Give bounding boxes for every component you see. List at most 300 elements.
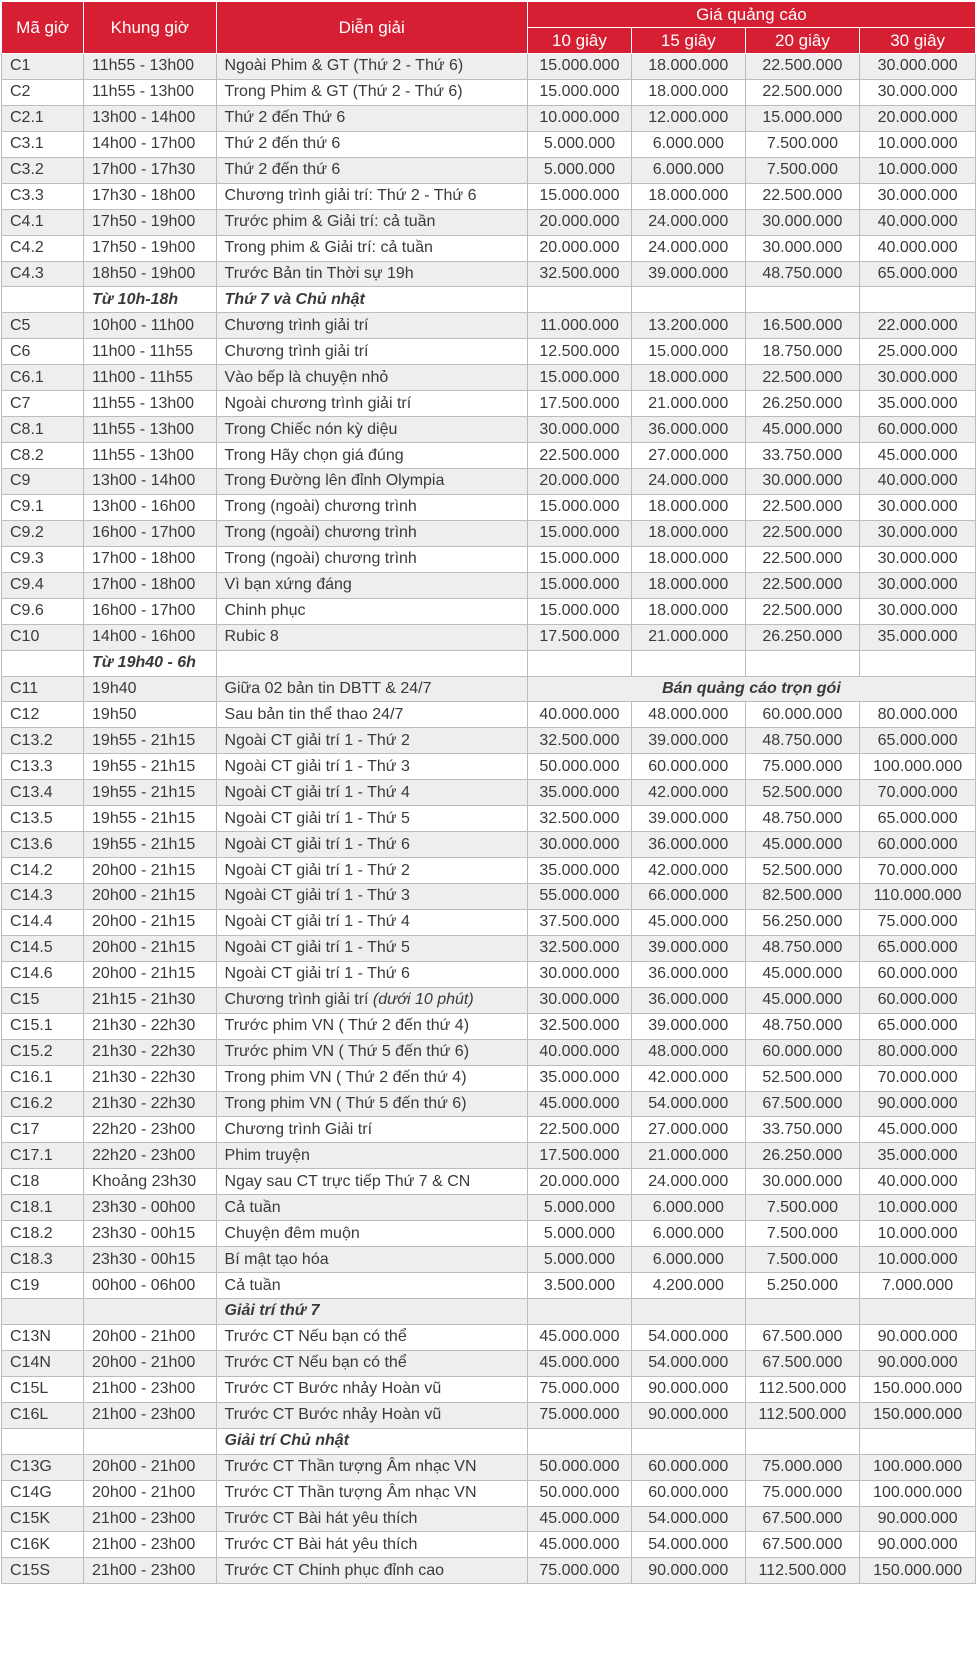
price-cell: 5.000.000 <box>527 1247 631 1273</box>
price-cell: 60.000.000 <box>860 417 976 443</box>
header-timeslot: Khung giờ <box>84 2 217 54</box>
section-time-label <box>84 1299 217 1325</box>
price-cell: 56.250.000 <box>745 909 860 935</box>
section-time-label: Từ 10h-18h <box>84 287 217 313</box>
price-cell: 30.000.000 <box>860 79 976 105</box>
price-cell: 55.000.000 <box>527 884 631 910</box>
price-cell: 35.000.000 <box>527 1065 631 1091</box>
table-row <box>2 183 976 209</box>
price-cell: 82.500.000 <box>745 884 860 910</box>
price-cell: 32.500.000 <box>527 806 631 832</box>
price-cell: 18.000.000 <box>632 572 746 598</box>
timeslot-cell: 21h00 - 23h00 <box>84 1402 217 1428</box>
description-cell: Ngoài CT giải trí 1 - Thứ 2 <box>216 858 527 884</box>
price-cell: 45.000.000 <box>527 1532 631 1558</box>
price-cell: 10.000.000 <box>860 157 976 183</box>
description-cell: Thứ 2 đến Thứ 6 <box>216 105 527 131</box>
timeslot-cell: 19h55 - 21h15 <box>84 806 217 832</box>
ad-price-table <box>1 1 976 1584</box>
timeslot-cell: 11h55 - 13h00 <box>84 54 217 80</box>
price-cell: 36.000.000 <box>632 417 746 443</box>
description-cell: Chương trình giải trí <box>216 313 527 339</box>
price-cell: 26.250.000 <box>745 624 860 650</box>
price-cell: 22.500.000 <box>745 54 860 80</box>
price-cell: 15.000.000 <box>527 520 631 546</box>
timeslot-cell: 19h55 - 21h15 <box>84 832 217 858</box>
code-cell: C14.3 <box>2 884 84 910</box>
price-cell: 11.000.000 <box>527 313 631 339</box>
header-description: Diễn giải <box>216 2 527 54</box>
table-row <box>2 1506 976 1532</box>
description-cell: Rubic 8 <box>216 624 527 650</box>
table-row <box>2 806 976 832</box>
description-cell: Trước CT Nếu bạn có thể <box>216 1350 527 1376</box>
timeslot-cell: 19h55 - 21h15 <box>84 728 217 754</box>
price-cell <box>860 287 976 313</box>
price-cell: 18.000.000 <box>632 546 746 572</box>
price-cell: 39.000.000 <box>632 1013 746 1039</box>
price-cell: 90.000.000 <box>860 1532 976 1558</box>
price-cell: 48.750.000 <box>745 1013 860 1039</box>
price-cell: 90.000.000 <box>860 1350 976 1376</box>
price-cell: 6.000.000 <box>632 1195 746 1221</box>
price-cell: 32.500.000 <box>527 935 631 961</box>
price-cell: 65.000.000 <box>860 806 976 832</box>
price-cell: 21.000.000 <box>632 1143 746 1169</box>
price-cell: 75.000.000 <box>527 1402 631 1428</box>
price-cell: 18.000.000 <box>632 494 746 520</box>
section-title: Giải trí thứ 7 <box>216 1299 527 1325</box>
timeslot-cell: 10h00 - 11h00 <box>84 313 217 339</box>
code-cell: C14N <box>2 1350 84 1376</box>
price-cell: 75.000.000 <box>745 1480 860 1506</box>
price-cell: 21.000.000 <box>632 391 746 417</box>
price-cell: 20.000.000 <box>527 1169 631 1195</box>
table-row <box>2 884 976 910</box>
price-cell: 50.000.000 <box>527 1454 631 1480</box>
price-cell: 32.500.000 <box>527 261 631 287</box>
code-cell: C8.2 <box>2 443 84 469</box>
timeslot-cell: 14h00 - 17h00 <box>84 131 217 157</box>
price-cell: 150.000.000 <box>860 1376 976 1402</box>
table-row <box>2 1454 976 1480</box>
price-cell: 27.000.000 <box>632 443 746 469</box>
price-cell: 30.000.000 <box>860 572 976 598</box>
price-cell: 20.000.000 <box>527 235 631 261</box>
price-cell: 80.000.000 <box>860 1039 976 1065</box>
description-cell: Ngoài Phim & GT (Thứ 2 - Thứ 6) <box>216 54 527 80</box>
price-cell: 15.000.000 <box>527 598 631 624</box>
price-cell: 40.000.000 <box>527 702 631 728</box>
price-cell: 35.000.000 <box>527 780 631 806</box>
table-row <box>2 1065 976 1091</box>
price-cell: 26.250.000 <box>745 1143 860 1169</box>
table-row <box>2 546 976 572</box>
code-cell <box>2 287 84 313</box>
timeslot-cell: 11h00 - 11h55 <box>84 339 217 365</box>
code-cell: C15 <box>2 987 84 1013</box>
price-cell: 39.000.000 <box>632 728 746 754</box>
price-cell: 10.000.000 <box>860 1247 976 1273</box>
timeslot-cell: 11h00 - 11h55 <box>84 365 217 391</box>
price-cell <box>527 1299 631 1325</box>
price-cell: 30.000.000 <box>527 417 631 443</box>
price-cell: 60.000.000 <box>860 961 976 987</box>
table-row <box>2 676 976 702</box>
price-cell: 7.500.000 <box>745 1221 860 1247</box>
price-cell <box>860 650 976 676</box>
section-time-label: Từ 19h40 - 6h <box>84 650 217 676</box>
price-cell: 40.000.000 <box>527 1039 631 1065</box>
price-cell <box>745 287 860 313</box>
table-header <box>2 2 976 54</box>
timeslot-cell: 21h00 - 23h00 <box>84 1506 217 1532</box>
price-cell: 6.000.000 <box>632 1247 746 1273</box>
price-cell: 18.750.000 <box>745 339 860 365</box>
price-cell <box>527 1428 631 1454</box>
price-cell <box>632 1299 746 1325</box>
table-row <box>2 1039 976 1065</box>
price-cell <box>745 1299 860 1325</box>
timeslot-cell: 17h00 - 18h00 <box>84 546 217 572</box>
price-cell <box>745 1428 860 1454</box>
code-cell: C13N <box>2 1324 84 1350</box>
timeslot-cell: 21h15 - 21h30 <box>84 987 217 1013</box>
price-cell: 60.000.000 <box>860 832 976 858</box>
price-cell: 15.000.000 <box>527 54 631 80</box>
timeslot-cell: 11h55 - 13h00 <box>84 391 217 417</box>
description-cell: Trước CT Nếu bạn có thể <box>216 1324 527 1350</box>
price-cell: 6.000.000 <box>632 1221 746 1247</box>
price-cell: 42.000.000 <box>632 858 746 884</box>
timeslot-cell: 17h00 - 18h00 <box>84 572 217 598</box>
price-cell: 45.000.000 <box>527 1091 631 1117</box>
table-row <box>2 935 976 961</box>
price-cell: 75.000.000 <box>527 1376 631 1402</box>
timeslot-cell: 23h30 - 00h00 <box>84 1195 217 1221</box>
price-cell: 65.000.000 <box>860 728 976 754</box>
price-cell: 22.500.000 <box>745 520 860 546</box>
price-cell: 30.000.000 <box>527 832 631 858</box>
price-cell: 18.000.000 <box>632 598 746 624</box>
price-cell: 48.000.000 <box>632 1039 746 1065</box>
code-cell: C18.2 <box>2 1221 84 1247</box>
timeslot-cell: 22h20 - 23h00 <box>84 1117 217 1143</box>
code-cell: C14.4 <box>2 909 84 935</box>
price-cell: 52.500.000 <box>745 858 860 884</box>
header-duration-20s: 20 giây <box>745 28 860 54</box>
price-cell: 54.000.000 <box>632 1324 746 1350</box>
price-cell: 22.500.000 <box>527 1117 631 1143</box>
price-cell: 15.000.000 <box>632 339 746 365</box>
description-cell: Trước Bản tin Thời sự 19h <box>216 261 527 287</box>
price-cell: 22.500.000 <box>745 365 860 391</box>
price-cell: 90.000.000 <box>860 1091 976 1117</box>
code-cell: C13.2 <box>2 728 84 754</box>
description-cell: Cả tuần <box>216 1273 527 1299</box>
description-cell: Chinh phục <box>216 598 527 624</box>
timeslot-cell: 11h55 - 13h00 <box>84 443 217 469</box>
price-cell <box>632 287 746 313</box>
timeslot-cell: 20h00 - 21h00 <box>84 1324 217 1350</box>
description-cell: Thứ 2 đến thứ 6 <box>216 131 527 157</box>
price-cell: 40.000.000 <box>860 1169 976 1195</box>
price-cell: 7.500.000 <box>745 1247 860 1273</box>
price-cell: 6.000.000 <box>632 157 746 183</box>
price-cell: 15.000.000 <box>527 546 631 572</box>
price-cell: 30.000.000 <box>527 961 631 987</box>
code-cell: C6 <box>2 339 84 365</box>
price-cell: 70.000.000 <box>860 858 976 884</box>
price-cell: 110.000.000 <box>860 884 976 910</box>
table-row <box>2 1480 976 1506</box>
price-cell: 54.000.000 <box>632 1506 746 1532</box>
price-cell: 36.000.000 <box>632 987 746 1013</box>
description-cell: Ngoài CT giải trí 1 - Thứ 3 <box>216 884 527 910</box>
timeslot-cell: 19h55 - 21h15 <box>84 754 217 780</box>
description-cell: Trong (ngoài) chương trình <box>216 494 527 520</box>
timeslot-cell: 21h30 - 22h30 <box>84 1039 217 1065</box>
price-cell: 18.000.000 <box>632 365 746 391</box>
timeslot-cell: 19h55 - 21h15 <box>84 780 217 806</box>
code-cell: C15.1 <box>2 1013 84 1039</box>
price-cell: 39.000.000 <box>632 935 746 961</box>
price-cell: 15.000.000 <box>527 572 631 598</box>
timeslot-cell: 19h40 <box>84 676 217 702</box>
price-cell: 24.000.000 <box>632 1169 746 1195</box>
table-row <box>2 469 976 495</box>
price-cell: 18.000.000 <box>632 520 746 546</box>
table-row <box>2 702 976 728</box>
description-cell: Ngoài CT giải trí 1 - Thứ 4 <box>216 780 527 806</box>
table-row <box>2 1221 976 1247</box>
price-cell: 16.500.000 <box>745 313 860 339</box>
description-cell: Trước phim & Giải trí: cả tuần <box>216 209 527 235</box>
timeslot-cell: 20h00 - 21h15 <box>84 935 217 961</box>
description-cell: Ngoài chương trình giải trí <box>216 391 527 417</box>
table-row <box>2 987 976 1013</box>
code-cell: C19 <box>2 1273 84 1299</box>
description-cell: Bí mật tạo hóa <box>216 1247 527 1273</box>
table-row <box>2 1558 976 1584</box>
code-cell <box>2 650 84 676</box>
table-row <box>2 105 976 131</box>
timeslot-cell: 23h30 - 00h15 <box>84 1247 217 1273</box>
code-cell: C15L <box>2 1376 84 1402</box>
description-cell: Trong (ngoài) chương trình <box>216 520 527 546</box>
description-cell: Trước CT Bước nhảy Hoàn vũ <box>216 1402 527 1428</box>
code-cell: C16.1 <box>2 1065 84 1091</box>
table-row <box>2 728 976 754</box>
header-price-group: Giá quảng cáo <box>527 2 975 28</box>
code-cell: C12 <box>2 702 84 728</box>
price-cell: 67.500.000 <box>745 1324 860 1350</box>
price-cell: 3.500.000 <box>527 1273 631 1299</box>
code-cell: C4.3 <box>2 261 84 287</box>
price-cell: 15.000.000 <box>527 365 631 391</box>
price-cell: 75.000.000 <box>745 754 860 780</box>
description-cell: Trong phim & Giải trí: cả tuần <box>216 235 527 261</box>
price-cell: 100.000.000 <box>860 1480 976 1506</box>
table-row <box>2 1376 976 1402</box>
code-cell: C15S <box>2 1558 84 1584</box>
description-cell: Trong (ngoài) chương trình <box>216 546 527 572</box>
code-cell: C13.4 <box>2 780 84 806</box>
timeslot-cell: 19h50 <box>84 702 217 728</box>
price-cell: 20.000.000 <box>860 105 976 131</box>
timeslot-cell: 21h30 - 22h30 <box>84 1065 217 1091</box>
description-cell: Ngay sau CT trực tiếp Thứ 7 & CN <box>216 1169 527 1195</box>
price-cell: 40.000.000 <box>860 235 976 261</box>
price-cell: 48.750.000 <box>745 728 860 754</box>
price-cell: 150.000.000 <box>860 1558 976 1584</box>
description-cell: Trong phim VN ( Thứ 5 đến thứ 6) <box>216 1091 527 1117</box>
price-cell: 22.500.000 <box>745 598 860 624</box>
price-cell: 6.000.000 <box>632 131 746 157</box>
price-cell: 45.000.000 <box>527 1350 631 1376</box>
price-cell: 60.000.000 <box>745 1039 860 1065</box>
price-cell: 24.000.000 <box>632 469 746 495</box>
code-cell: C4.1 <box>2 209 84 235</box>
price-cell: 52.500.000 <box>745 780 860 806</box>
code-cell: C3.1 <box>2 131 84 157</box>
timeslot-cell: 13h00 - 16h00 <box>84 494 217 520</box>
code-cell: C2 <box>2 79 84 105</box>
price-cell: 65.000.000 <box>860 935 976 961</box>
table-row <box>2 858 976 884</box>
price-cell: 90.000.000 <box>632 1402 746 1428</box>
code-cell: C11 <box>2 676 84 702</box>
description-cell: Trước CT Bước nhảy Hoàn vũ <box>216 1376 527 1402</box>
price-cell: 112.500.000 <box>745 1558 860 1584</box>
table-row <box>2 1143 976 1169</box>
price-cell: 100.000.000 <box>860 1454 976 1480</box>
section-time-label <box>84 1428 217 1454</box>
price-cell: 7.500.000 <box>745 131 860 157</box>
price-cell: 50.000.000 <box>527 754 631 780</box>
code-cell: C1 <box>2 54 84 80</box>
code-cell: C13G <box>2 1454 84 1480</box>
code-cell: C9.6 <box>2 598 84 624</box>
table-row <box>2 1247 976 1273</box>
price-cell: 90.000.000 <box>860 1506 976 1532</box>
price-cell <box>527 287 631 313</box>
price-cell: 54.000.000 <box>632 1350 746 1376</box>
description-cell: Ngoài CT giải trí 1 - Thứ 6 <box>216 832 527 858</box>
table-row <box>2 1273 976 1299</box>
price-cell: 33.750.000 <box>745 443 860 469</box>
description-cell: Ngoài CT giải trí 1 - Thứ 2 <box>216 728 527 754</box>
section-title: Thứ 7 và Chủ nhật <box>216 287 527 313</box>
price-cell: 20.000.000 <box>527 209 631 235</box>
timeslot-cell: 20h00 - 21h15 <box>84 858 217 884</box>
price-cell: 65.000.000 <box>860 1013 976 1039</box>
timeslot-cell: 13h00 - 14h00 <box>84 105 217 131</box>
description-cell: Ngoài CT giải trí 1 - Thứ 5 <box>216 806 527 832</box>
price-cell: 10.000.000 <box>860 131 976 157</box>
table-row <box>2 365 976 391</box>
price-cell: 48.750.000 <box>745 261 860 287</box>
code-cell: C5 <box>2 313 84 339</box>
price-cell: 54.000.000 <box>632 1091 746 1117</box>
timeslot-cell: 22h20 - 23h00 <box>84 1143 217 1169</box>
price-cell: 5.000.000 <box>527 1195 631 1221</box>
description-cell: Trước CT Bài hát yêu thích <box>216 1532 527 1558</box>
price-cell: 48.000.000 <box>632 702 746 728</box>
price-cell: 22.500.000 <box>745 546 860 572</box>
price-cell: 17.500.000 <box>527 624 631 650</box>
price-cell: 12.500.000 <box>527 339 631 365</box>
description-cell <box>216 987 527 1013</box>
price-cell: 67.500.000 <box>745 1091 860 1117</box>
timeslot-cell: 14h00 - 16h00 <box>84 624 217 650</box>
timeslot-cell: 18h50 - 19h00 <box>84 261 217 287</box>
price-cell <box>527 650 631 676</box>
price-cell <box>860 1428 976 1454</box>
price-cell: 70.000.000 <box>860 780 976 806</box>
code-cell: C16K <box>2 1532 84 1558</box>
description-cell: Trong Phim & GT (Thứ 2 - Thứ 6) <box>216 79 527 105</box>
price-cell: 13.200.000 <box>632 313 746 339</box>
price-cell: 17.500.000 <box>527 391 631 417</box>
price-cell: 25.000.000 <box>860 339 976 365</box>
code-cell: C6.1 <box>2 365 84 391</box>
code-cell: C2.1 <box>2 105 84 131</box>
code-cell: C8.1 <box>2 417 84 443</box>
price-cell: 45.000.000 <box>632 909 746 935</box>
header-duration-10s: 10 giây <box>527 28 631 54</box>
description-cell: Trong Hãy chọn giá đúng <box>216 443 527 469</box>
code-cell: C14.5 <box>2 935 84 961</box>
price-cell: 30.000.000 <box>860 494 976 520</box>
description-cell: Vì bạn xứng đáng <box>216 572 527 598</box>
price-cell: 18.000.000 <box>632 54 746 80</box>
table-row <box>2 131 976 157</box>
price-cell: 35.000.000 <box>860 1143 976 1169</box>
price-cell: 60.000.000 <box>632 1480 746 1506</box>
description-cell: Chương trình giải trí <box>216 339 527 365</box>
table-row <box>2 624 976 650</box>
price-cell: 60.000.000 <box>632 1454 746 1480</box>
price-cell: 40.000.000 <box>860 209 976 235</box>
price-cell: 90.000.000 <box>860 1324 976 1350</box>
code-cell: C9.1 <box>2 494 84 520</box>
timeslot-cell: 21h00 - 23h00 <box>84 1376 217 1402</box>
price-cell: 15.000.000 <box>745 105 860 131</box>
price-cell: 30.000.000 <box>527 987 631 1013</box>
table-row <box>2 780 976 806</box>
code-cell: C18.1 <box>2 1195 84 1221</box>
price-cell: 60.000.000 <box>860 987 976 1013</box>
price-cell: 5.250.000 <box>745 1273 860 1299</box>
section-row <box>2 1299 976 1325</box>
price-cell: 67.500.000 <box>745 1506 860 1532</box>
price-cell: 48.750.000 <box>745 935 860 961</box>
section-row <box>2 1428 976 1454</box>
price-cell: 45.000.000 <box>860 1117 976 1143</box>
timeslot-cell: 20h00 - 21h15 <box>84 884 217 910</box>
price-cell: 80.000.000 <box>860 702 976 728</box>
timeslot-cell: 17h30 - 18h00 <box>84 183 217 209</box>
timeslot-cell: 11h55 - 13h00 <box>84 79 217 105</box>
section-row <box>2 287 976 313</box>
description-cell: Trong phim VN ( Thứ 2 đến thứ 4) <box>216 1065 527 1091</box>
code-cell: C14.2 <box>2 858 84 884</box>
description-note: (dưới 10 phút) <box>372 991 474 1009</box>
description-cell: Ngoài CT giải trí 1 - Thứ 6 <box>216 961 527 987</box>
description-cell: Ngoài CT giải trí 1 - Thứ 4 <box>216 909 527 935</box>
section-title <box>216 650 527 676</box>
